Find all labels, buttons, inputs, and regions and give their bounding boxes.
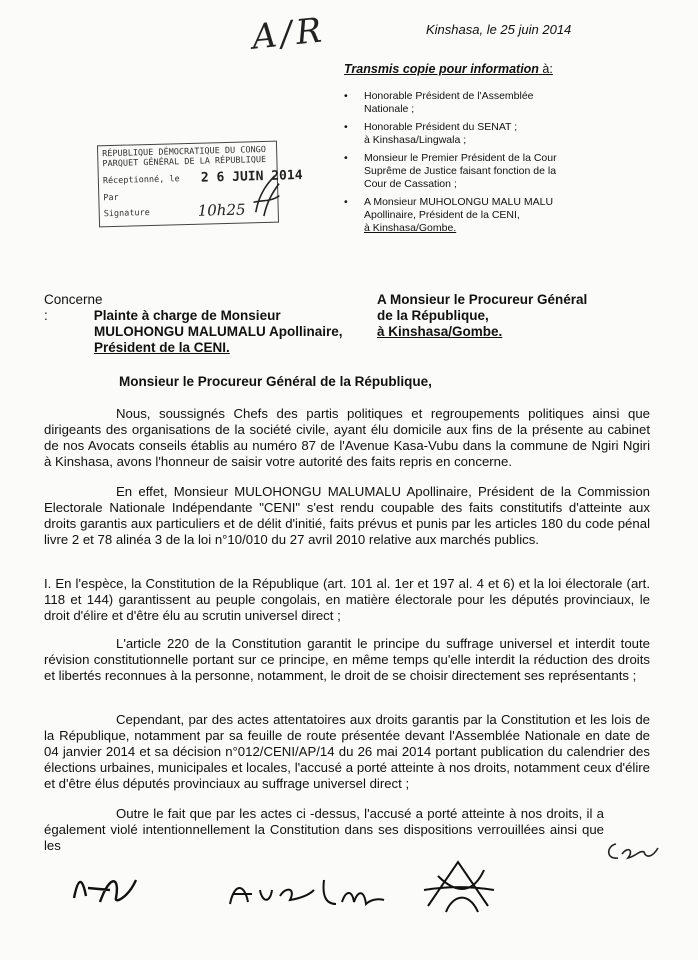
concerne-line: MULOHONGU MALUMALU Apollinaire,: [94, 324, 343, 339]
addressee-line: de la République,: [377, 308, 489, 323]
recipient-item: [342, 90, 632, 116]
recipient-item: [342, 152, 632, 191]
recipient-item: [342, 196, 632, 235]
stamp-date: 2 6 JUIN 2014: [200, 168, 303, 186]
recipient-line: Honorable Président de l'Assemblée: [364, 90, 534, 102]
paragraph: [44, 406, 650, 470]
paragraph: [44, 712, 650, 792]
stamp-line: RÉPUBLIQUE DÉMOCRATIQUE DU CONGO: [102, 144, 267, 160]
bullet-icon: •: [344, 90, 348, 102]
paragraph-text: L'article 220 de la Constitution garantit le principe du suffrage universel et interdit toute révision constitutionnelle portant sur ce principe, en même temps qu'elle interdit la réduction des droits et libertés reconnues à la personne, notamment, le droit de se choisir directement ses représentants ;: [44, 636, 650, 683]
recipient-line: Honorable Président du SENAT ;: [364, 121, 518, 133]
paragraph-text: Nous, soussignés Chefs des partis politiques et regroupements politiques ainsi que dirigeants des organisations de la société civile, ayant élu domicile aux fins de la présente au cabinet de nos Avocats conseils établis au numéro 87 de l'Avenue Kasa-Vubu dans la commune de Ngiri Ngiri à Kinshasa, avons l'honneur de saisir votre autorité des faits repris en concerne.: [44, 406, 650, 469]
recipient-line: Nationale ;: [364, 103, 415, 115]
stamp-scribble-icon: [249, 172, 284, 219]
stamp-received-label: Réceptionné, le: [102, 174, 180, 187]
recipient-line: à Kinshasa/Lingwala ;: [364, 134, 467, 146]
addressee-line: à Kinshasa/Gombe.: [377, 324, 503, 339]
paragraph: [44, 484, 650, 548]
recipient-line: A Monsieur MUHOLONGU MALU MALU: [364, 196, 554, 208]
concerne-label: Concerne :: [44, 292, 103, 323]
paragraph-text: Outre le fait que par les actes ci -dessus, l'accusé a porté atteinte à nos droits, il a également violé intentionnellement la Constitution dans ses dispositions verrouillées ainsi que les: [44, 806, 604, 853]
salutation: Monsieur le Procureur Général de la République,: [119, 374, 432, 389]
concerne-line: Plainte à charge de Monsieur: [93, 308, 281, 323]
recipient-item: [342, 121, 632, 147]
recipient-line: à Kinshasa/Gombe.: [364, 222, 457, 234]
signature-1: [70, 868, 140, 908]
stamp-line: PARQUET GÉNÉRAL DE LA RÉPUBLIQUE: [102, 154, 267, 170]
concerne-line: Président de la CENI.: [94, 340, 230, 355]
signature-3: [318, 876, 388, 910]
signature-4: [418, 856, 498, 916]
paragraph: [44, 636, 650, 684]
paragraph-text: I. En l'espèce, la Constitution de la République (art. 101 al. 1er et 197 al. 4 et 6) et la loi électorale (art. 118 et 144) garantissent au peuple congolais, en matière électorale pour les députés provinciaux, le droit d'élire et d'être élu au scrutin universel direct ;: [44, 576, 650, 623]
addressee-line: A Monsieur le Procureur Général: [377, 292, 588, 307]
recipient-line: Apollinaire, Président de la CENI,: [364, 209, 520, 221]
signature-2: [226, 876, 316, 910]
concerne-block: [44, 292, 342, 356]
paragraph: [44, 806, 604, 854]
bullet-icon: •: [344, 196, 348, 208]
handwritten-annotation: A/R: [250, 10, 328, 58]
bullet-icon: •: [344, 152, 348, 164]
recipient-line: Monsieur le Premier Président de la Cour: [364, 152, 557, 164]
bullet-icon: •: [344, 121, 348, 133]
transmis-heading: [344, 62, 553, 76]
signature-5: [604, 836, 660, 866]
recipient-line: Cour de Cassation ;: [364, 178, 457, 190]
recipient-line: Suprême de Justice faisant fonction de la: [364, 165, 557, 177]
letter-date: Kinshasa, le 25 juin 2014: [426, 22, 572, 37]
stamp-par-label: Par: [103, 192, 119, 204]
stamp-signature-handwritten: 10h25: [197, 200, 246, 220]
paragraph: [44, 576, 650, 624]
transmis-label: Transmis copie pour information: [344, 62, 539, 76]
transmis-suffix: à:: [542, 62, 553, 76]
stamp-signature-label: Signature: [103, 208, 150, 220]
recipient-list: [342, 90, 632, 240]
addressee-block: [377, 292, 587, 340]
paragraph-text: En effet, Monsieur MULOHONGU MALUMALU Apollinaire, Président de la Commission Electorale Nationale Indépendante "CENI" s'est rendu coupable des faits constitutifs d'atteinte aux droits garantis aux particuliers et de délit d'initié, faits prévus et punis par les articles 180 du code pénal livre 2 et 78 alinéa 3 de la loi n°10/010 du 27 avril 2010 relative aux marchés publics.: [44, 484, 650, 547]
reception-stamp: [97, 141, 303, 228]
paragraph-text: Cependant, par des actes attentatoires aux droits garantis par la Constitution et les lois de la République, notamment par sa feuille de route présentée devant l'Assemblée Nationale en date de 04 janvier 2014 et sa décision n°012/CENI/AP/14 du 26 mai 2014 portant publication du calendrier des élections urbaines, municipales et locales, l'accusé a porté atteinte à nos droits, notamment ceux d'élire et d'être élus députés provinciaux au suffrage universel direct ;: [44, 712, 650, 791]
